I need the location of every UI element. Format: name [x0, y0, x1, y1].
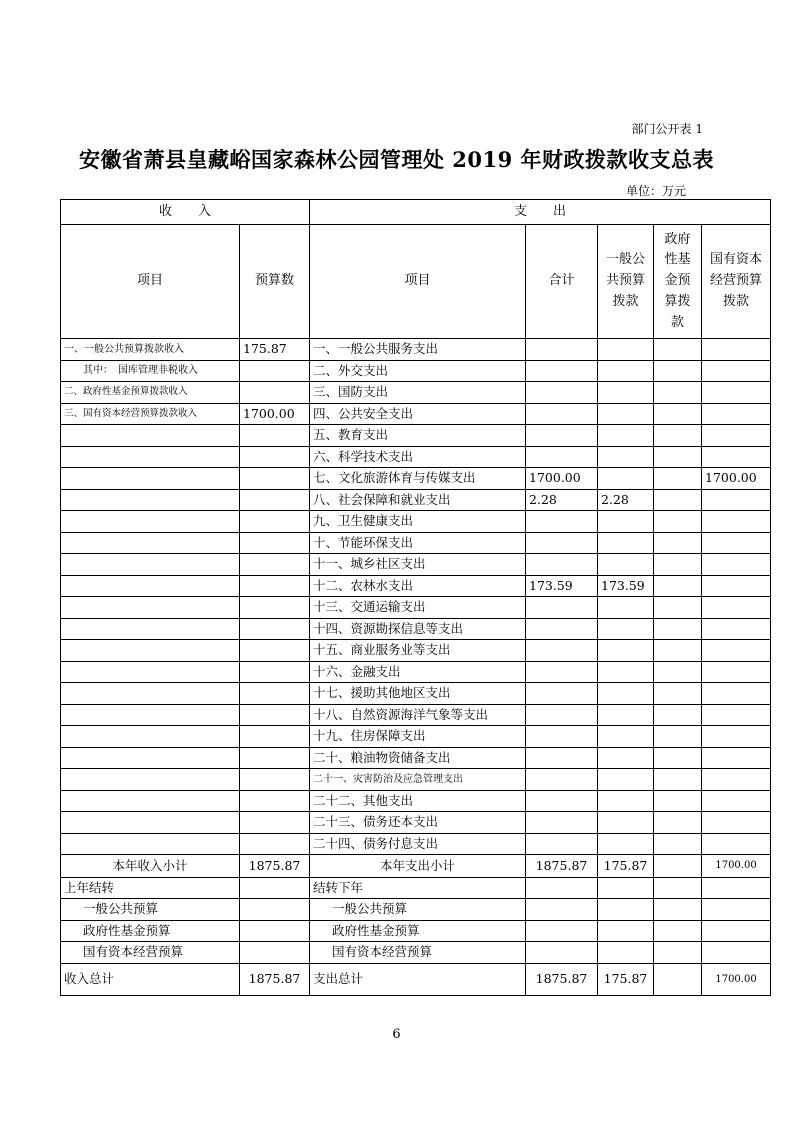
state-capital-cell: [702, 489, 771, 511]
subtotal-general: 175.87: [598, 855, 654, 878]
income-item-header: 项目: [61, 225, 240, 339]
carry-state-capital-cell: [702, 920, 771, 942]
state-capital-cell: [702, 812, 771, 834]
carry-expense-item: 国有资本经营预算: [310, 942, 526, 964]
income-budget-cell: [240, 640, 310, 662]
income-item-cell: [61, 468, 240, 490]
income-budget-cell: [240, 425, 310, 447]
total-cell: [526, 683, 598, 705]
general-cell: [598, 833, 654, 855]
gov-fund-cell: [654, 360, 702, 382]
income-budget-cell: 175.87: [240, 339, 310, 361]
state-capital-cell: [702, 360, 771, 382]
total-cell: [526, 704, 598, 726]
gov-fund-cell: [654, 382, 702, 404]
state-capital-cell: [702, 747, 771, 769]
gov-fund-cell: [654, 468, 702, 490]
total-cell: 2.28: [526, 489, 598, 511]
table-row: [61, 618, 771, 640]
income-item-cell: [61, 597, 240, 619]
general-cell: 173.59: [598, 575, 654, 597]
total-cell: [526, 446, 598, 468]
income-item-cell: [61, 554, 240, 576]
income-item-cell: [61, 446, 240, 468]
income-budget-cell: [240, 575, 310, 597]
gov-fund-cell: [654, 489, 702, 511]
table-row: [61, 597, 771, 619]
expense-item-cell: 二十四、债务付息支出: [310, 833, 526, 855]
table-row: [61, 532, 771, 554]
carry-income-value: [240, 942, 310, 964]
grand_total-general: 175.87: [598, 963, 654, 995]
state-capital-cell: [702, 425, 771, 447]
grand_total-income-label: 收入总计: [61, 963, 240, 995]
state-capital-cell: [702, 618, 771, 640]
gov-fund-cell: [654, 597, 702, 619]
table-row: [61, 661, 771, 683]
carry-total-cell: [526, 877, 598, 899]
state-capital-cell: [702, 683, 771, 705]
state-capital-cell: [702, 575, 771, 597]
carry-state-capital-cell: [702, 942, 771, 964]
table-row: [61, 575, 771, 597]
subtotal-total: 1875.87: [526, 855, 598, 878]
general-cell: [598, 812, 654, 834]
expense-item-cell: 二十二、其他支出: [310, 790, 526, 812]
state-capital-cell: [702, 403, 771, 425]
expense-item-cell: 十八、自然资源海洋气象等支出: [310, 704, 526, 726]
table-row: [61, 683, 771, 705]
general-cell: [598, 640, 654, 662]
total-cell: [526, 403, 598, 425]
table-row: [61, 833, 771, 855]
income-budget-cell: [240, 790, 310, 812]
state-capital-cell: [702, 726, 771, 748]
grand_total-expense-label: 支出总计: [310, 963, 526, 995]
gov-fund-cell: [654, 640, 702, 662]
section-header-row: [61, 200, 771, 225]
total-cell: 173.59: [526, 575, 598, 597]
income-item-cell: 三、国有资本经营预算拨款收入: [61, 403, 240, 425]
gov-fund-cell: [654, 446, 702, 468]
column-header-row: [61, 225, 771, 339]
income-budget-cell: [240, 747, 310, 769]
total-cell: [526, 597, 598, 619]
general-cell: [598, 446, 654, 468]
carry-general-cell: [598, 920, 654, 942]
gov-fund-cell: [654, 726, 702, 748]
expense-item-cell: 二十一、灾害防治及应急管理支出: [310, 769, 526, 791]
income-item-cell: 其中： 国库管理非税收入: [61, 360, 240, 382]
income-budget-cell: [240, 511, 310, 533]
total-cell: [526, 833, 598, 855]
grand_total-income-value: 1875.87: [240, 963, 310, 995]
expense-item-cell: 一、一般公共服务支出: [310, 339, 526, 361]
state-capital-cell: [702, 532, 771, 554]
gov-fund-cell: [654, 833, 702, 855]
general-cell: [598, 360, 654, 382]
total-cell: 1700.00: [526, 468, 598, 490]
total-cell: [526, 618, 598, 640]
general-cell: [598, 597, 654, 619]
gov-fund-cell: [654, 769, 702, 791]
state-capital-cell: [702, 640, 771, 662]
income-budget-cell: [240, 468, 310, 490]
income-item-cell: [61, 618, 240, 640]
carry-income-value: [240, 920, 310, 942]
income-item-cell: [61, 425, 240, 447]
income-item-cell: [61, 812, 240, 834]
income-item-cell: [61, 747, 240, 769]
general-budget-header: 一般公共预算拨款: [598, 225, 654, 339]
total-cell: [526, 532, 598, 554]
gov-fund-cell: [654, 683, 702, 705]
general-cell: [598, 747, 654, 769]
total-cell: [526, 382, 598, 404]
expense-item-cell: 十九、住房保障支出: [310, 726, 526, 748]
page-title: 安徽省萧县皇藏峪国家森林公园管理处 2019 年财政拨款收支总表: [78, 147, 715, 172]
grand_total-gov-fund: [654, 963, 702, 995]
general-cell: [598, 382, 654, 404]
state-capital-cell: [702, 382, 771, 404]
carry-gov-fund-cell: [654, 942, 702, 964]
general-cell: [598, 618, 654, 640]
state-capital-cell: [702, 833, 771, 855]
total-cell: [526, 640, 598, 662]
state-capital-cell: [702, 446, 771, 468]
subtotal-row: [61, 855, 771, 878]
subtotal-income-value: 1875.87: [240, 855, 310, 878]
gov-fund-cell: [654, 618, 702, 640]
budget-summary-table: [60, 199, 771, 996]
carry-income-item: 国有资本经营预算: [61, 942, 240, 964]
income-budget-cell: [240, 554, 310, 576]
gov-fund-cell: [654, 339, 702, 361]
expense-item-cell: 十七、援助其他地区支出: [310, 683, 526, 705]
income-item-cell: [61, 833, 240, 855]
income-budget-cell: [240, 446, 310, 468]
carry-total-cell: [526, 942, 598, 964]
state-capital-cell: [702, 554, 771, 576]
gov-fund-cell: [654, 661, 702, 683]
carry-income-value: [240, 877, 310, 899]
unit-label: 单位：万元: [626, 184, 687, 198]
general-cell: [598, 661, 654, 683]
income-item-cell: [61, 489, 240, 511]
table-row: [61, 446, 771, 468]
table-row: [61, 790, 771, 812]
general-cell: 2.28: [598, 489, 654, 511]
expense-item-cell: 二十三、债务还本支出: [310, 812, 526, 834]
carry-income-label: 上年结转: [61, 877, 240, 899]
gov-fund-cell: [654, 704, 702, 726]
total-header: 合计: [526, 225, 598, 339]
expense-item-cell: 十四、资源勘探信息等支出: [310, 618, 526, 640]
income-item-cell: 一、一般公共预算拨款收入: [61, 339, 240, 361]
gov-fund-cell: [654, 575, 702, 597]
expense-item-cell: 十二、农林水支出: [310, 575, 526, 597]
carry-state-capital-cell: [702, 899, 771, 921]
carry-expense-item: 一般公共预算: [310, 899, 526, 921]
income-budget-cell: [240, 726, 310, 748]
income-budget-cell: [240, 618, 310, 640]
grand_total-total: 1875.87: [526, 963, 598, 995]
carry-item-row: [61, 942, 771, 964]
table-reference-label: 部门公开表 1: [631, 122, 703, 136]
total-cell: [526, 790, 598, 812]
income-item-cell: [61, 769, 240, 791]
table-row: [61, 769, 771, 791]
income-budget-cell: [240, 597, 310, 619]
income-item-cell: [61, 704, 240, 726]
state-capital-cell: [702, 790, 771, 812]
table-row: [61, 489, 771, 511]
income-budget-cell: [240, 769, 310, 791]
general-cell: [598, 468, 654, 490]
income-budget-cell: [240, 683, 310, 705]
state-capital-cell: [702, 704, 771, 726]
gov-fund-cell: [654, 554, 702, 576]
gov-fund-cell: [654, 403, 702, 425]
general-cell: [598, 769, 654, 791]
income-section-header: 收 入: [61, 200, 310, 225]
subtotal-state-capital: 1700.00: [702, 855, 771, 878]
table-row: [61, 812, 771, 834]
income-budget-cell: [240, 812, 310, 834]
page-number: 6: [392, 1027, 401, 1042]
state-capital-cell: [702, 661, 771, 683]
carry-item-row: [61, 899, 771, 921]
carry-total-cell: [526, 920, 598, 942]
total-cell: [526, 812, 598, 834]
expense-item-cell: 六、科学技术支出: [310, 446, 526, 468]
total-cell: [526, 769, 598, 791]
gov-fund-cell: [654, 790, 702, 812]
carry-income-item: 政府性基金预算: [61, 920, 240, 942]
carry-income-value: [240, 899, 310, 921]
carry-income-item: 一般公共预算: [61, 899, 240, 921]
carry-general-cell: [598, 899, 654, 921]
income-item-cell: [61, 511, 240, 533]
income-budget-cell: [240, 360, 310, 382]
state-capital-cell: 1700.00: [702, 468, 771, 490]
table-row: [61, 747, 771, 769]
carry-general-cell: [598, 877, 654, 899]
gov-fund-cell: [654, 425, 702, 447]
expense-section-header: 支 出: [310, 200, 771, 225]
carry-gov-fund-cell: [654, 899, 702, 921]
income-item-cell: [61, 640, 240, 662]
income-item-cell: [61, 683, 240, 705]
table-row: [61, 511, 771, 533]
income-item-cell: [61, 661, 240, 683]
income-budget-cell: [240, 661, 310, 683]
expense-item-header: 项目: [310, 225, 526, 339]
table-row: [61, 403, 771, 425]
carry-general-cell: [598, 942, 654, 964]
table-row: [61, 640, 771, 662]
expense-item-cell: 十一、城乡社区支出: [310, 554, 526, 576]
income-item-cell: [61, 532, 240, 554]
general-cell: [598, 704, 654, 726]
general-cell: [598, 339, 654, 361]
expense-item-cell: 二十、粮油物资储备支出: [310, 747, 526, 769]
total-cell: [526, 661, 598, 683]
income-item-cell: 二、政府性基金预算拨款收入: [61, 382, 240, 404]
state-capital-cell: [702, 597, 771, 619]
expense-item-cell: 十三、交通运输支出: [310, 597, 526, 619]
gov-fund-cell: [654, 511, 702, 533]
carry-item-row: [61, 920, 771, 942]
general-cell: [598, 425, 654, 447]
total-cell: [526, 425, 598, 447]
expense-item-cell: 三、国防支出: [310, 382, 526, 404]
general-cell: [598, 511, 654, 533]
expense-item-cell: 十六、金融支出: [310, 661, 526, 683]
carry-gov-fund-cell: [654, 877, 702, 899]
income-budget-cell: [240, 704, 310, 726]
table-row: [61, 360, 771, 382]
expense-item-cell: 十五、商业服务业等支出: [310, 640, 526, 662]
grand_total-state-capital: 1700.00: [702, 963, 771, 995]
general-cell: [598, 532, 654, 554]
general-cell: [598, 683, 654, 705]
carry-expense-label: 结转下年: [310, 877, 526, 899]
gov-fund-cell: [654, 747, 702, 769]
income-budget-cell: [240, 382, 310, 404]
expense-item-cell: 七、文化旅游体育与传媒支出: [310, 468, 526, 490]
general-cell: [598, 790, 654, 812]
grand_total-row: [61, 963, 771, 995]
income-item-cell: [61, 726, 240, 748]
table-row: [61, 382, 771, 404]
total-cell: [526, 554, 598, 576]
table-row: [61, 704, 771, 726]
state-capital-header: 国有资本经营预算拨款: [702, 225, 771, 339]
subtotal-expense-label: 本年支出小计: [310, 855, 526, 878]
carry-header-row: [61, 877, 771, 899]
carry-expense-item: 政府性基金预算: [310, 920, 526, 942]
subtotal-income-label: 本年收入小计: [61, 855, 240, 878]
table-row: [61, 425, 771, 447]
expense-item-cell: 九、卫生健康支出: [310, 511, 526, 533]
income-budget-header: 预算数: [240, 225, 310, 339]
gov-fund-cell: [654, 532, 702, 554]
income-budget-cell: [240, 532, 310, 554]
subtotal-gov-fund: [654, 855, 702, 878]
state-capital-cell: [702, 339, 771, 361]
income-budget-cell: [240, 489, 310, 511]
expense-item-cell: 八、社会保障和就业支出: [310, 489, 526, 511]
total-cell: [526, 360, 598, 382]
general-cell: [598, 726, 654, 748]
general-cell: [598, 554, 654, 576]
gov-fund-header: 政府性基金预算拨款: [654, 225, 702, 339]
table-row: [61, 468, 771, 490]
expense-item-cell: 十、节能环保支出: [310, 532, 526, 554]
carry-total-cell: [526, 899, 598, 921]
total-cell: [526, 339, 598, 361]
expense-item-cell: 五、教育支出: [310, 425, 526, 447]
state-capital-cell: [702, 511, 771, 533]
expense-item-cell: 二、外交支出: [310, 360, 526, 382]
table-row: [61, 554, 771, 576]
income-budget-cell: [240, 833, 310, 855]
expense-item-cell: 四、公共安全支出: [310, 403, 526, 425]
table-row: [61, 726, 771, 748]
table-row: [61, 339, 771, 361]
income-item-cell: [61, 575, 240, 597]
general-cell: [598, 403, 654, 425]
carry-state-capital-cell: [702, 877, 771, 899]
carry-gov-fund-cell: [654, 920, 702, 942]
total-cell: [526, 747, 598, 769]
income-item-cell: [61, 790, 240, 812]
income-budget-cell: 1700.00: [240, 403, 310, 425]
total-cell: [526, 726, 598, 748]
gov-fund-cell: [654, 812, 702, 834]
total-cell: [526, 511, 598, 533]
state-capital-cell: [702, 769, 771, 791]
